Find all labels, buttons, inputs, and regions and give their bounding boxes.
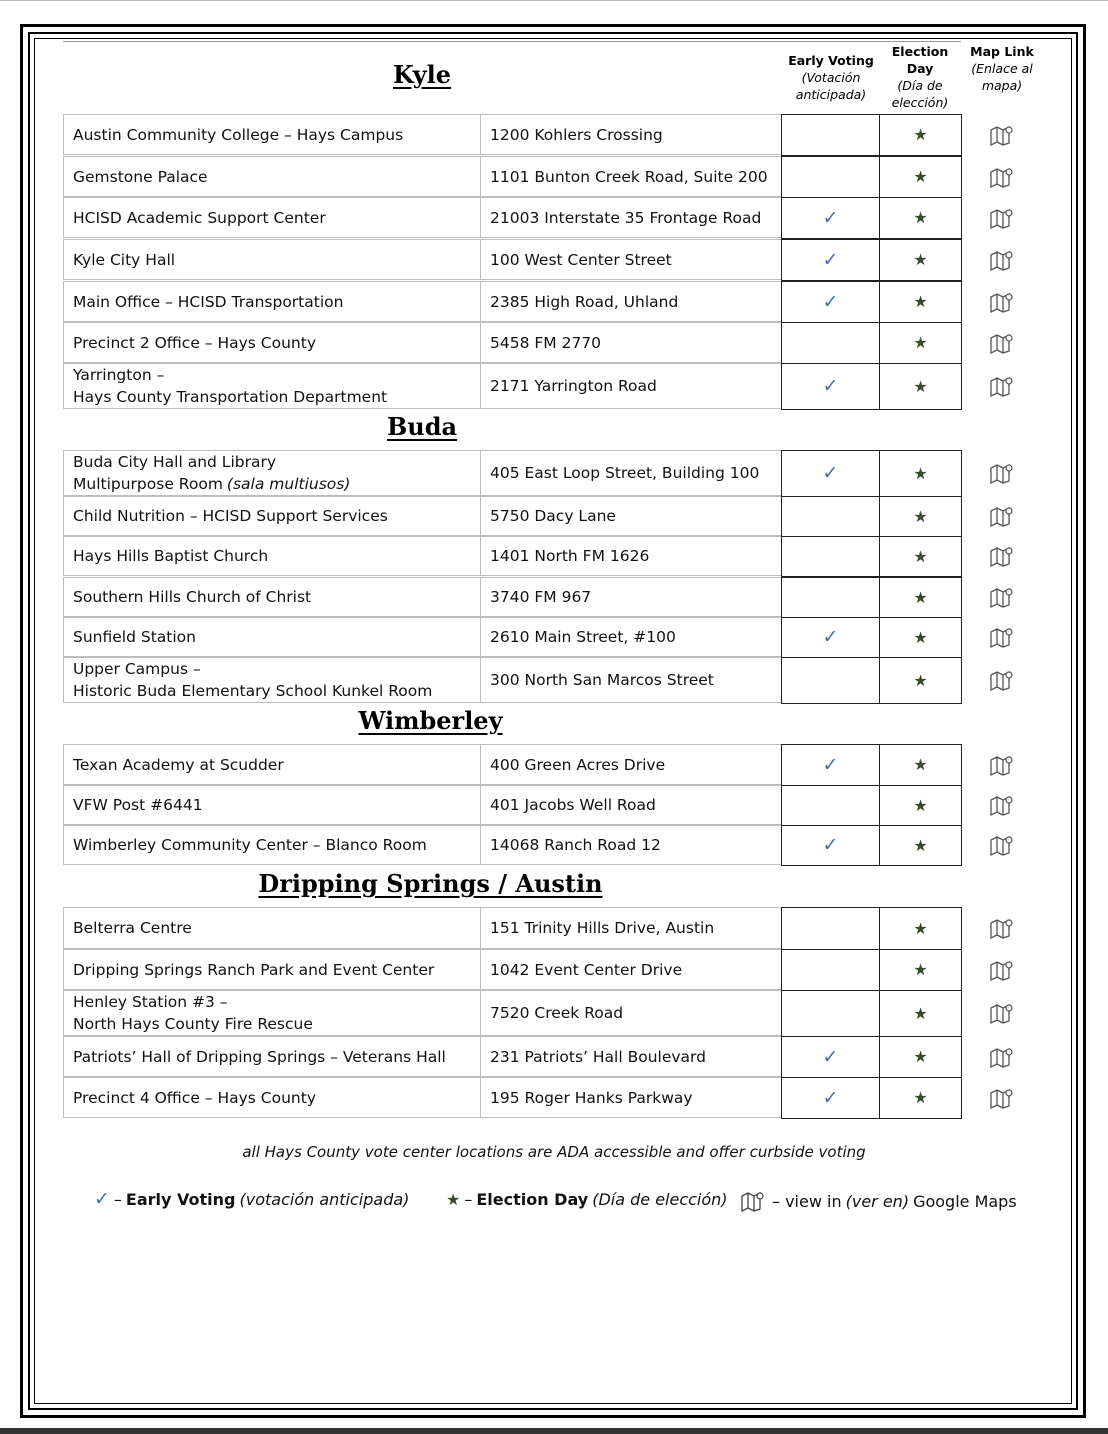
location-address: 2610 Main Street, #100: [480, 617, 782, 657]
page-bottom-edge: [0, 1428, 1108, 1434]
location-name-line1: Henley Station #3 –: [73, 993, 228, 1011]
star-icon: ★: [913, 918, 928, 938]
check-icon: ✓: [822, 290, 839, 313]
star-icon: ★: [913, 292, 928, 311]
legend-early-dash: –: [113, 1190, 122, 1209]
location-name: [63, 239, 480, 280]
location-address: 14068 Ranch Road 12: [480, 825, 782, 865]
early-voting-cell: [781, 281, 880, 323]
early-voting-cell: [781, 114, 880, 156]
star-icon: ★: [913, 627, 928, 647]
header-map-link: [966, 43, 1038, 94]
star-icon: ★: [913, 1088, 928, 1107]
location-name: [63, 114, 480, 155]
map-link-icon[interactable]: [972, 496, 1032, 536]
map-link-icon[interactable]: [972, 1077, 1032, 1118]
map-link-icon[interactable]: [972, 156, 1032, 197]
location-address: 231 Patriots’ Hall Boulevard: [480, 1036, 782, 1077]
location-name: [63, 322, 480, 363]
early-voting-cell: [781, 450, 880, 497]
early-voting-cell: [781, 577, 880, 618]
star-icon: ★: [913, 1047, 928, 1066]
legend-map-es: (ver en): [845, 1191, 910, 1211]
location-name-line1: HCISD Academic Support Center: [73, 208, 326, 227]
location-name: [63, 825, 480, 865]
star-icon: ★: [446, 1189, 461, 1209]
legend-early-voting: [94, 1190, 409, 1209]
election-day-cell: [879, 785, 962, 826]
header-election-day-es: (Día de elección): [891, 78, 949, 110]
location-name-line1: Patriots’ Hall of Dripping Springs – Veterans Hall: [73, 1047, 446, 1066]
legend-eday-dash: –: [464, 1190, 473, 1209]
location-name: [63, 949, 480, 990]
header-map-link-es: (Enlace al mapa): [971, 61, 1033, 93]
location-address: 151 Trinity Hills Drive, Austin: [480, 907, 782, 949]
election-day-cell: [879, 281, 962, 323]
location-name-line1: Sunfield Station: [73, 628, 196, 646]
early-voting-cell: [781, 617, 880, 658]
ada-footnote: all Hays County vote center locations are ADA accessible and offer curbside voting: [242, 1143, 866, 1161]
location-name: [63, 617, 480, 657]
star-icon: ★: [913, 506, 928, 526]
header-early-voting: [781, 52, 881, 103]
map-link-icon[interactable]: [972, 990, 1032, 1036]
star-icon: ★: [913, 960, 928, 979]
header-rule: [63, 41, 961, 42]
map-icon: [740, 1190, 766, 1212]
check-icon: ✓: [822, 1086, 839, 1109]
election-day-cell: [879, 990, 962, 1037]
location-name: [63, 156, 480, 197]
map-link-icon[interactable]: [972, 197, 1032, 238]
location-name-line2: [73, 1013, 313, 1035]
early-voting-cell: [781, 197, 880, 239]
location-name: [63, 657, 480, 703]
header-map-link-label: Map Link: [970, 44, 1034, 59]
location-name-line2-es: (sala multiusos): [226, 475, 351, 493]
location-name-line1: Gemstone Palace: [73, 167, 208, 186]
election-day-cell: [879, 907, 962, 950]
map-link-icon[interactable]: [972, 363, 1032, 409]
star-icon: ★: [913, 250, 928, 269]
location-name-line1: Southern Hills Church of Christ: [73, 588, 312, 606]
location-address: 1200 Kohlers Crossing: [480, 114, 782, 155]
early-voting-cell: [781, 785, 880, 826]
check-icon: ✓: [822, 834, 839, 856]
location-address: 300 North San Marcos Street: [480, 657, 782, 703]
star-icon: ★: [913, 167, 928, 186]
location-address: 400 Green Acres Drive: [480, 744, 782, 785]
star-icon: ★: [913, 1003, 928, 1023]
location-address: 405 East Loop Street, Building 100: [480, 450, 782, 496]
election-day-cell: [879, 156, 962, 198]
map-link-icon[interactable]: [972, 114, 1032, 155]
election-day-cell: [879, 197, 962, 239]
star-icon: ★: [913, 333, 928, 352]
legend-election-day: [446, 1190, 728, 1209]
legend-map-label: Google Maps: [913, 1191, 1017, 1211]
location-name: [63, 785, 480, 825]
election-day-cell: [879, 949, 962, 991]
star-icon: ★: [913, 376, 928, 396]
check-icon: ✓: [94, 1188, 110, 1210]
map-link-icon[interactable]: [972, 1036, 1032, 1077]
location-name-line1: Child Nutrition – HCISD Support Services: [73, 507, 388, 525]
location-name-line2: [73, 386, 387, 408]
legend-eday-label: Election Day: [476, 1190, 589, 1209]
check-icon: ✓: [822, 753, 839, 776]
location-name-line1: VFW Post #6441: [73, 796, 203, 814]
election-day-cell: [879, 536, 962, 577]
location-address: 2385 High Road, Uhland: [480, 281, 782, 322]
early-voting-cell: [781, 744, 880, 786]
section-title: Buda: [386, 412, 458, 441]
star-icon: ★: [913, 587, 928, 607]
election-day-cell: [879, 450, 962, 497]
star-icon: ★: [913, 125, 928, 144]
location-name-line1: Kyle City Hall: [73, 250, 176, 269]
map-link-icon[interactable]: [972, 239, 1032, 280]
early-voting-cell: [781, 1077, 880, 1119]
location-name-line1: Upper Campus –: [73, 660, 201, 678]
star-icon: ★: [913, 463, 928, 483]
location-name-line1: Buda City Hall and Library: [73, 453, 277, 471]
star-icon: ★: [913, 795, 928, 815]
location-name: [63, 990, 480, 1036]
location-name: [63, 363, 480, 409]
section-title: Kyle: [392, 60, 452, 89]
election-day-cell: [879, 825, 962, 866]
map-link-icon[interactable]: [972, 617, 1032, 657]
early-voting-cell: [781, 536, 880, 577]
early-voting-cell: [781, 496, 880, 537]
location-name-line1: Texan Academy at Scudder: [73, 755, 284, 774]
location-name: [63, 496, 480, 536]
location-name-line2-text: Multipurpose Room: [73, 475, 223, 493]
page-top-edge: [0, 0, 1108, 1]
section-title: Wimberley: [358, 706, 503, 735]
early-voting-cell: [781, 322, 880, 364]
location-name-line1: Dripping Springs Ranch Park and Event Center: [73, 960, 435, 979]
location-name-line1: Yarrington –: [73, 366, 165, 384]
location-name-line1: Wimberley Community Center – Blanco Room: [73, 836, 427, 854]
election-day-cell: [879, 239, 962, 281]
check-icon: ✓: [822, 206, 839, 229]
election-day-cell: [879, 657, 962, 704]
check-icon: ✓: [822, 1045, 839, 1068]
star-icon: ★: [913, 208, 928, 227]
location-address: 2171 Yarrington Road: [480, 363, 782, 409]
check-icon: ✓: [822, 248, 839, 271]
election-day-cell: [879, 363, 962, 410]
location-address: 1101 Bunton Creek Road, Suite 200: [480, 156, 782, 197]
map-link-icon[interactable]: [972, 949, 1032, 990]
location-address: 100 West Center Street: [480, 239, 782, 280]
location-name: [63, 281, 480, 322]
location-address: 5750 Dacy Lane: [480, 496, 782, 536]
early-voting-cell: [781, 363, 880, 410]
location-name: [63, 197, 480, 238]
early-voting-cell: [781, 1036, 880, 1078]
location-name-line2-text: Historic Buda Elementary School Kunkel Room: [73, 682, 433, 700]
check-icon: ✓: [822, 375, 839, 397]
map-link-icon[interactable]: [972, 907, 1032, 949]
early-voting-cell: [781, 990, 880, 1037]
map-link-icon[interactable]: [972, 744, 1032, 785]
location-address: 195 Roger Hanks Parkway: [480, 1077, 782, 1118]
check-icon: ✓: [822, 626, 839, 648]
map-link-icon[interactable]: [972, 785, 1032, 825]
location-name: [63, 1077, 480, 1118]
location-name: [63, 1036, 480, 1077]
location-name-line1: Main Office – HCISD Transportation: [73, 292, 344, 311]
early-voting-cell: [781, 825, 880, 866]
header-early-voting-label: Early Voting: [788, 53, 874, 68]
star-icon: ★: [913, 670, 928, 690]
location-name-line2: [73, 473, 350, 495]
location-address: 5458 FM 2770: [480, 322, 782, 363]
election-day-cell: [879, 322, 962, 364]
early-voting-cell: [781, 949, 880, 991]
star-icon: ★: [913, 755, 928, 774]
election-day-cell: [879, 1036, 962, 1078]
election-day-cell: [879, 577, 962, 618]
location-name-line1: Hays Hills Baptist Church: [73, 547, 269, 565]
location-name-line2: [73, 680, 432, 702]
location-name: [63, 907, 480, 949]
location-address: 401 Jacobs Well Road: [480, 785, 782, 825]
location-name: [63, 536, 480, 576]
location-address: 1042 Event Center Drive: [480, 949, 782, 990]
location-name-line2-text: Hays County Transportation Department: [73, 388, 388, 406]
location-name-line1: Precinct 4 Office – Hays County: [73, 1088, 316, 1107]
location-address: 21003 Interstate 35 Frontage Road: [480, 197, 782, 238]
legend-early-label-es: (votación anticipada): [239, 1190, 410, 1209]
map-link-icon[interactable]: [972, 657, 1032, 703]
legend-eday-label-es: (Día de elección): [592, 1190, 728, 1209]
location-address: 7520 Creek Road: [480, 990, 782, 1036]
location-name-line1: Austin Community College – Hays Campus: [73, 125, 404, 144]
early-voting-cell: [781, 239, 880, 281]
star-icon: ★: [913, 546, 928, 566]
location-name-line1: Precinct 2 Office – Hays County: [73, 333, 316, 352]
election-day-cell: [879, 617, 962, 658]
election-day-cell: [879, 114, 962, 156]
section-title: Dripping Springs / Austin: [258, 869, 603, 898]
early-voting-cell: [781, 156, 880, 198]
location-name-line1: Belterra Centre: [73, 919, 192, 937]
location-address: 3740 FM 967: [480, 577, 782, 617]
map-link-icon[interactable]: [972, 281, 1032, 322]
map-link-icon[interactable]: [972, 825, 1032, 865]
location-name: [63, 450, 480, 496]
legend-map: [740, 1190, 1017, 1212]
header-election-day: [883, 43, 957, 111]
header-election-day-label: Election Day: [891, 44, 949, 76]
early-voting-cell: [781, 907, 880, 950]
map-link-icon[interactable]: [972, 450, 1032, 496]
map-link-icon[interactable]: [972, 322, 1032, 363]
legend-map-dash: – view in: [772, 1191, 842, 1211]
early-voting-cell: [781, 657, 880, 704]
location-address: 1401 North FM 1626: [480, 536, 782, 576]
check-icon: ✓: [822, 462, 839, 484]
location-name: [63, 577, 480, 617]
election-day-cell: [879, 744, 962, 786]
election-day-cell: [879, 496, 962, 537]
header-early-voting-es: (Votación anticipada): [795, 70, 867, 102]
location-name: [63, 744, 480, 785]
map-link-icon[interactable]: [972, 577, 1032, 617]
map-link-icon[interactable]: [972, 536, 1032, 576]
election-day-cell: [879, 1077, 962, 1119]
star-icon: ★: [913, 835, 928, 855]
legend-early-label: Early Voting: [125, 1190, 236, 1209]
location-name-line2-text: North Hays County Fire Rescue: [73, 1015, 313, 1033]
